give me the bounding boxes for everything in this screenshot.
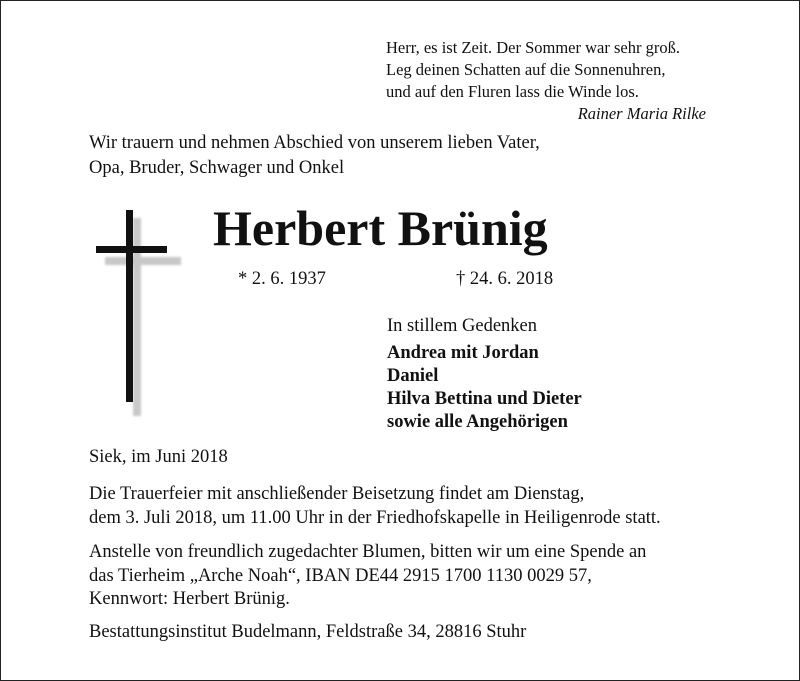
place-date: Siek, im Juni 2018 [89,447,228,467]
mourner-name: Andrea mit Jordan [387,343,539,363]
intro-line: Opa, Bruder, Schwager und Onkel [89,158,345,178]
funeral-line: Die Trauerfeier mit anschließender Beisetzung findet am Dienstag, [89,484,585,504]
poem-line: Leg deinen Schatten auf die Sonnenuhren, [386,60,666,79]
death-date: † 24. 6. 2018 [456,269,554,289]
mourner-name: Hilva Bettina und Dieter [387,389,582,409]
donation-line: Anstelle von freundlich zugedachter Blumen, bitten wir um eine Spende an [89,542,647,562]
donation-line: das Tierheim „Arche Noah“, IBAN DE44 2915 1700 1130 0029 57, [89,565,592,586]
poem-author: Rainer Maria Rilke [577,104,706,123]
deceased-name: Herbert Brünig [213,200,548,256]
undertaker-info: Bestattungsinstitut Budelmann, Feldstraße 34, 28816 Stuhr [89,622,527,642]
funeral-line: dem 3. Juli 2018, um 11.00 Uhr in der Friedhofskapelle in Heiligenrode statt. [89,507,661,528]
mourner-name: sowie alle Angehörigen [387,412,568,432]
poem-line: Herr, es ist Zeit. Der Sommer war sehr groß. [386,38,680,57]
birth-date: * 2. 6. 1937 [238,269,326,289]
poem-block [386,37,716,125]
poem-line: und auf den Fluren lass die Winde los. [386,82,639,101]
intro-text [89,131,540,181]
mourner-name: Daniel [387,366,439,386]
donation-info [89,541,646,612]
mourners-heading: In stillem Gedenken [387,316,538,336]
cross-icon [93,210,183,415]
funeral-info [89,483,661,530]
mourners-block [387,315,582,434]
donation-line: Kennwort: Herbert Brünig. [89,589,290,609]
intro-line: Wir trauern und nehmen Abschied von unserem lieben Vater, [89,133,540,153]
